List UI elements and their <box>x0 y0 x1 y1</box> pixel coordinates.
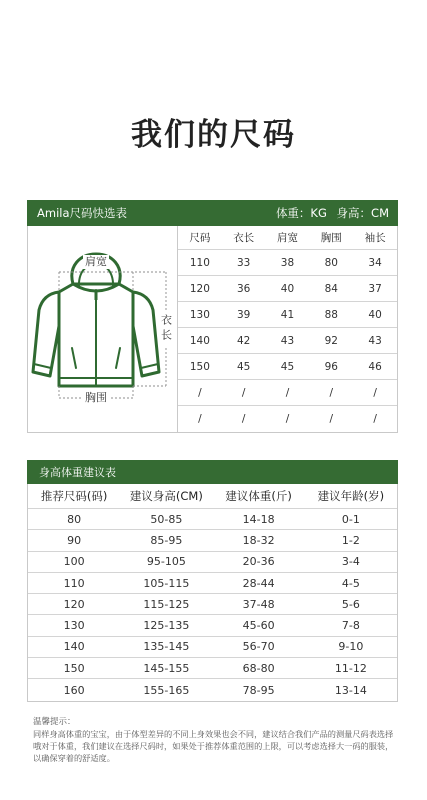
table-cell: 78-95 <box>242 683 275 697</box>
table-row <box>28 594 397 615</box>
table-cell: 145-155 <box>143 661 190 675</box>
table-row <box>28 637 397 658</box>
table-cell: 38 <box>280 256 295 269</box>
notice-title: 温馨提示： <box>33 717 76 727</box>
notice-text: 同样身高体重的宝宝，由于体型差异的不同上身效果也会不同，建议结合我们产品的测量尺码表选择哦对于体重，我们建议在选择尺码时，如果处于推荐体重范围的上限，可以考虑选择大一码的服装，以确保穿着的舒适度。 <box>33 729 394 763</box>
page-title: 我们的尺码 <box>131 117 296 153</box>
table-cell: 33 <box>237 256 251 269</box>
table-cell: 37-48 <box>242 597 275 611</box>
table-cell: 13-14 <box>334 683 367 697</box>
table-row <box>178 380 397 406</box>
table-cell: 140 <box>63 640 85 654</box>
table-cell: 9-10 <box>338 640 364 654</box>
table-cell: 1-2 <box>341 533 360 547</box>
table-row <box>28 615 397 636</box>
suggest-table <box>27 484 398 702</box>
column-header: 肩宽 <box>276 232 298 244</box>
table-cell: 5-6 <box>341 597 360 611</box>
table-cell: 120 <box>63 597 85 611</box>
table-cell: 37 <box>368 282 382 295</box>
shoulder-label: 肩宽 <box>85 255 107 268</box>
table-cell: / <box>241 386 246 399</box>
table-cell: 36 <box>237 282 251 295</box>
table-cell: 14-18 <box>242 512 275 526</box>
chest-label: 胸围 <box>85 391 107 404</box>
table-cell: 56-70 <box>242 640 275 654</box>
table-cell: 88 <box>324 308 338 321</box>
table-cell: 135-145 <box>143 640 190 654</box>
jacket-right-sleeve <box>133 292 159 376</box>
table-cell: 140 <box>189 334 210 347</box>
length-label: 衣长 <box>160 311 173 347</box>
column-header: 建议体重(斤) <box>225 489 292 503</box>
table-cell: 96 <box>324 360 338 373</box>
table-cell: 45 <box>280 360 295 373</box>
quick-table-header <box>27 200 398 226</box>
table-cell: 45 <box>237 360 251 373</box>
table-cell: 80 <box>67 512 82 526</box>
quick-table-grid <box>178 226 397 432</box>
table-cell: 46 <box>368 360 382 373</box>
table-cell: 7-8 <box>341 619 360 633</box>
table-cell: 43 <box>280 334 295 347</box>
table-row <box>28 552 397 573</box>
jacket-illustration <box>33 254 159 386</box>
table-cell: / <box>285 413 290 425</box>
column-header: 建议年龄(岁) <box>317 489 385 503</box>
table-cell: 150 <box>63 661 85 675</box>
quick-size-table <box>27 226 398 433</box>
table-row <box>28 658 397 679</box>
table-cell: 150 <box>189 360 210 373</box>
table-cell: 110 <box>63 576 85 590</box>
table-row <box>178 406 397 432</box>
table-cell: 85-95 <box>150 533 183 547</box>
table-cell: 92 <box>324 334 338 347</box>
column-header: 推荐尺码(码) <box>40 489 108 503</box>
table-cell: / <box>198 413 202 425</box>
suggest-table-grid <box>28 484 397 701</box>
table-cell: 80 <box>324 256 338 269</box>
column-header: 建议身高(CM) <box>129 489 203 503</box>
table-cell: 0-1 <box>341 512 360 526</box>
table-cell: 68-80 <box>242 661 275 675</box>
suggest-table-title: 身高体重建议表 <box>39 466 116 479</box>
table-row <box>178 276 397 302</box>
table-cell: 84 <box>324 282 338 295</box>
table-cell: 34 <box>368 256 382 269</box>
table-header-row <box>178 226 397 250</box>
column-header: 衣长 <box>233 232 255 244</box>
table-row <box>178 250 397 276</box>
table-cell: 20-36 <box>242 555 275 569</box>
table-row <box>28 679 397 700</box>
table-cell: 100 <box>63 555 85 569</box>
table-cell: 39 <box>237 308 251 321</box>
jacket-left-sleeve <box>33 292 59 376</box>
table-cell: 43 <box>368 334 382 347</box>
table-cell: / <box>198 386 202 399</box>
quick-table-title: Amila尺码快选表 <box>37 206 128 220</box>
size-diagram <box>28 226 178 432</box>
table-cell: 120 <box>189 282 210 295</box>
table-cell: 45-60 <box>242 619 275 633</box>
table-cell: 18-32 <box>242 533 275 547</box>
column-header: 胸围 <box>320 232 342 244</box>
table-cell: 110 <box>189 256 210 269</box>
quick-table-units: 体重：KG 身高：CM <box>275 206 389 220</box>
table-row <box>178 354 397 380</box>
table-header-row <box>28 484 397 509</box>
table-cell: / <box>285 386 290 399</box>
table-cell: / <box>329 386 334 399</box>
table-cell: 3-4 <box>341 555 360 569</box>
table-row <box>28 509 397 530</box>
table-cell: 95-105 <box>146 555 186 569</box>
table-row <box>28 530 397 551</box>
table-cell: 90 <box>67 533 82 547</box>
table-cell: / <box>241 413 246 425</box>
table-cell: 11-12 <box>334 661 367 675</box>
table-cell: 41 <box>280 308 295 321</box>
table-cell: 4-5 <box>341 576 360 590</box>
table-cell: 125-135 <box>143 619 190 633</box>
table-cell: 155-165 <box>143 683 190 697</box>
table-cell: 105-115 <box>143 576 190 590</box>
column-header: 尺码 <box>189 232 211 244</box>
table-row <box>28 573 397 594</box>
zipper-pull <box>95 292 98 300</box>
table-cell: 40 <box>280 282 295 295</box>
table-cell: / <box>373 413 377 425</box>
table-cell: / <box>373 386 377 399</box>
table-cell: 40 <box>368 308 382 321</box>
table-cell: 160 <box>63 683 85 697</box>
table-cell: 42 <box>237 334 251 347</box>
table-cell: / <box>329 413 334 425</box>
table-cell: 130 <box>189 308 210 321</box>
table-cell: 130 <box>63 619 85 633</box>
column-header: 袖长 <box>364 232 386 244</box>
table-cell: 50-85 <box>150 512 183 526</box>
table-row <box>178 302 397 328</box>
table-cell: 115-125 <box>143 597 190 611</box>
suggest-table-header <box>27 460 398 484</box>
table-cell: 28-44 <box>242 576 275 590</box>
table-row <box>178 328 397 354</box>
